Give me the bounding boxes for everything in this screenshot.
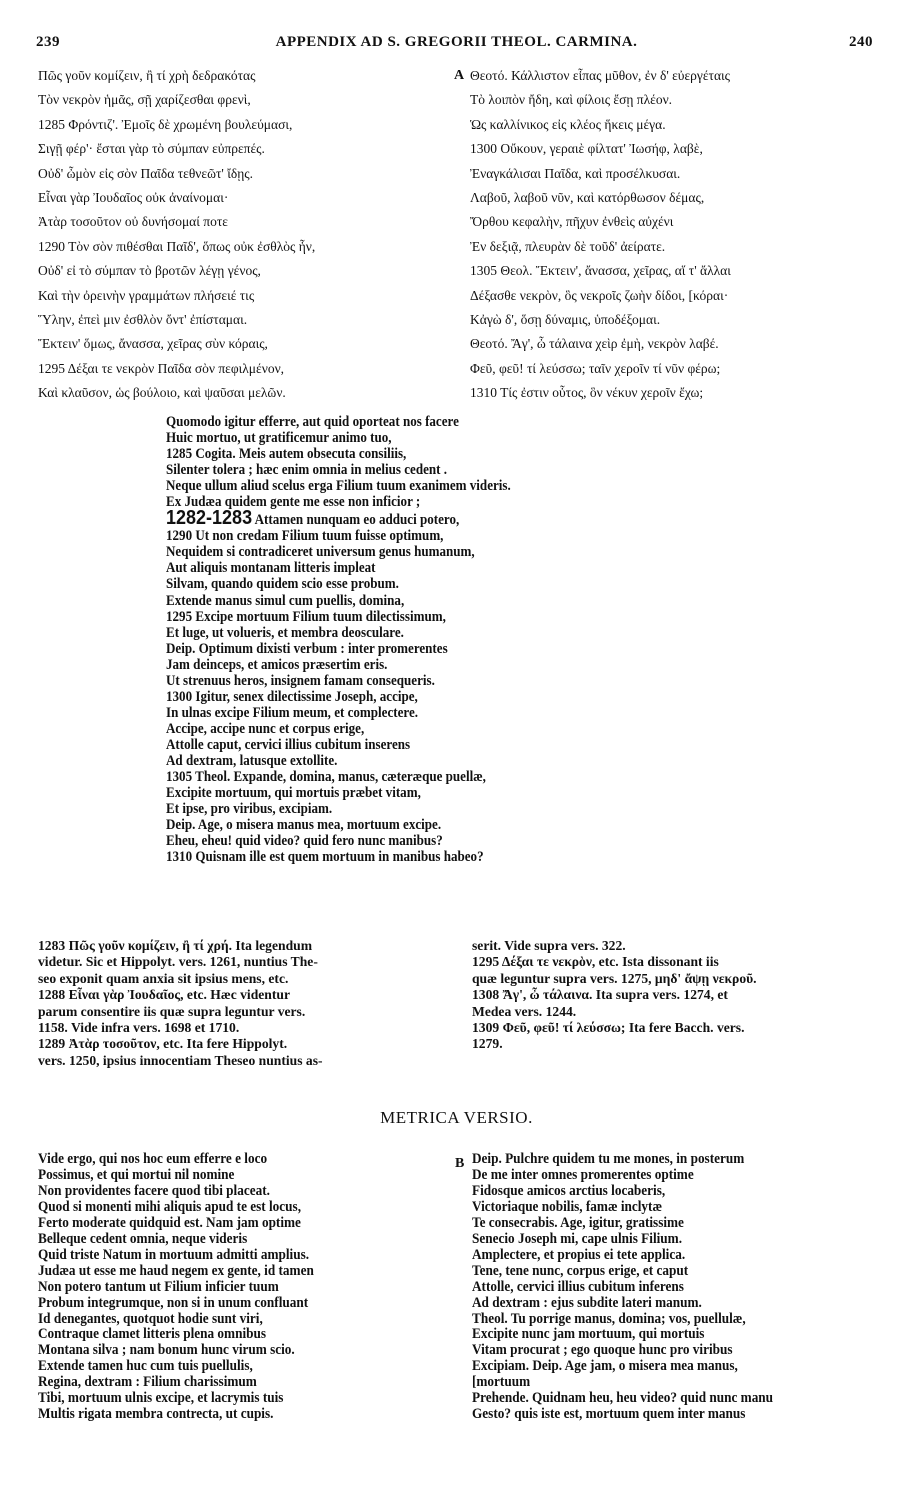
page-number-right: 240 bbox=[849, 34, 873, 50]
note-line: 1283 Πῶς γοῦν κομίζειν, ἢ τί χρή. Ita legendum bbox=[38, 938, 313, 953]
latin-verse-line: Silvam, quando quidem scio esse probum. bbox=[166, 576, 399, 593]
metrica-left-column bbox=[38, 1152, 338, 1423]
metrica-versio-heading: METRICA VERSIO. bbox=[380, 1108, 533, 1127]
latin-verse-line: Silenter tolera ; hæc enim omnia in melius cedent . bbox=[166, 462, 448, 479]
latin-verse-line: Jam deinceps, et amicos præsertim eris. bbox=[166, 656, 388, 673]
latin-verse-line: Ex Judæa quidem gente me esse non inficior ; bbox=[166, 494, 421, 511]
latin-verse-line: 1290 Ut non credam Filium tuum fuisse optimum, bbox=[166, 528, 444, 545]
metrica-verse-line: Vitam procurat ; ego quoque hunc pro viribus bbox=[472, 1342, 733, 1359]
latin-verse-text: Attamen nunquam eo adduci potero, bbox=[252, 512, 460, 529]
metrica-verse-line: Extende tamen huc cum tuis puellulis, bbox=[38, 1358, 253, 1375]
metrica-right-column bbox=[472, 1152, 799, 1423]
metrica-verse-line: Belleque cedent omnia, neque videris bbox=[38, 1230, 248, 1247]
greek-verse-line: Οὐδ' ὦμὸν εἰς σὸν Παῖδα τεθνεῶτ' ἴδῃς. bbox=[38, 165, 253, 181]
latin-translation-block bbox=[166, 414, 549, 865]
greek-verse-line: Κἀγὼ δ', ὅσῃ δύναμις, ὑποδέξομαι. bbox=[470, 312, 661, 328]
latin-verse-line: Et luge, ut volueris, et membra deosculare. bbox=[166, 624, 404, 641]
metrica-verse-line: Judæa ut esse me haud negem ex gente, id tamen bbox=[38, 1262, 314, 1279]
note-line: 1309 Φεῦ, φεῦ! τί λεύσσω; Ita fere Bacch. vers. bbox=[472, 1020, 745, 1036]
metrica-verse-line: Tibi, mortuum ulnis excipe, et lacrymis tuis bbox=[38, 1390, 284, 1407]
metrica-verse-line: Possimus, et qui mortui nil nomine bbox=[38, 1166, 235, 1183]
verse-range-number: 1282-1283 bbox=[166, 507, 253, 530]
latin-verse-line: Attolle caput, cervici illius cubitum inserens bbox=[166, 736, 411, 753]
latin-verse-line: Aut aliquis montanam litteris impleat bbox=[166, 560, 376, 577]
greek-text-right-column bbox=[470, 64, 731, 406]
greek-verse-line: Ἐναγκάλισαι Παῖδα, καὶ προσέλκυσαι. bbox=[470, 165, 681, 181]
metrica-verse-line: Multis rigata membra contrecta, ut cupis. bbox=[38, 1406, 274, 1423]
latin-verse-line: In ulnas excipe Filium meum, et complectere. bbox=[166, 704, 419, 721]
greek-verse-line: 1285 Φρόντιζ'. Ἐμοῖς δὲ χρωμένη βουλεύμασι, bbox=[38, 116, 293, 132]
note-line: 1288 Εἶναι γὰρ Ἰουδαῖος, etc. Hæc videntur bbox=[38, 987, 290, 1003]
greek-verse-line: Τὸ λοιπὸν ἤδη, καὶ φίλοις ἔσῃ πλέον. bbox=[470, 92, 673, 108]
metrica-verse-line: Montana silva ; nam bonum hunc virum scio. bbox=[38, 1342, 295, 1359]
greek-verse-line: 1310 Τίς ἐστιν οὗτος, ὃν νέκυν χεροῖν ἔχω; bbox=[470, 385, 704, 401]
metrica-verse-line: Quid triste Natum in mortuum admitti amplius. bbox=[38, 1246, 310, 1263]
greek-verse-line: Ὕλην, ἐπεὶ μιν ἐσθλὸν ὄντ' ἐπίσταμαι. bbox=[38, 312, 248, 328]
note-line: serit. Vide supra vers. 322. bbox=[472, 938, 626, 953]
greek-verse-line: Ἐν δεξιᾷ, πλευρὰν δὲ τοῦδ' ἀείρατε. bbox=[470, 238, 666, 254]
note-line: 1158. Vide infra vers. 1698 et 1710. bbox=[38, 1020, 240, 1036]
latin-verse-line: 1285 Cogita. Meis autem obsecuta consiliis, bbox=[166, 446, 407, 463]
latin-verse-line: Eheu, eheu! quid video? quid fero nunc manibus? bbox=[166, 833, 443, 850]
greek-verse-line: Φεῦ, φεῦ! τί λεύσσω; ταῖν χεροῖν τί νῦν φέρω; bbox=[470, 360, 721, 376]
greek-verse-line: Σιγῇ φέρ'· ἔσται γὰρ τὸ σύμπαν εὐπρεπές. bbox=[38, 141, 265, 157]
metrica-verse-line: Prehende. Quidnam heu, heu video? quid nunc manu bbox=[472, 1390, 774, 1407]
metrica-verse-line: Ad dextram : ejus subdite lateri manum. bbox=[472, 1294, 702, 1311]
latin-verse-line: Huic mortuo, ut gratificemur animo tuo, bbox=[166, 430, 392, 447]
latin-verse-line: Deip. Optimum dixisti verbum : inter promerentes bbox=[166, 640, 448, 657]
note-line: parum consentire iis quæ supra leguntur vers. bbox=[38, 1003, 306, 1019]
note-line: vers. 1250, ipsius innocentiam Theseo nuntius as- bbox=[38, 1052, 323, 1068]
greek-verse-line: Ὡς καλλίνικος εἰς κλέος ἥκεις μέγα. bbox=[470, 116, 666, 132]
latin-verse-line: 1310 Quisnam ille est quem mortuum in manibus habeo? bbox=[166, 849, 484, 866]
note-line: videtur. Sic et Hippolyt. vers. 1261, nuntius The- bbox=[38, 954, 318, 970]
latin-verse-line: Ad dextram, latusque extollite. bbox=[166, 752, 338, 769]
metrica-verse-line: Vide ergo, qui nos hoc eum efferre e loco bbox=[38, 1151, 268, 1167]
metrica-verse-line: Id denegantes, quotquot hodie sunt viri, bbox=[38, 1310, 263, 1327]
metrica-verse-line: Probum integrumque, non si in unum confluant bbox=[38, 1294, 309, 1311]
latin-verse-line: 1295 Excipe mortuum Filium tuum dilectissimum, bbox=[166, 608, 446, 625]
greek-verse-line: Θεοτό. Ἄγ', ὦ τάλαινα χεὶρ ἐμὴ, νεκρὸν λαβέ. bbox=[470, 336, 719, 352]
greek-verse-line: Θεοτό. Κάλλιστον εἶπας μῦθον, ἐν δ' εὐεργέταις bbox=[470, 68, 730, 83]
column-marker-a: A bbox=[454, 68, 465, 83]
greek-verse-line: 1290 Τὸν σὸν πιθέσθαι Παῖδ', ὅπως οὐκ ἐσθλὸς ἦν, bbox=[38, 238, 316, 254]
page-number-left: 239 bbox=[36, 34, 60, 50]
latin-verse-line: Excipite mortuum, qui mortuis præbet vitam, bbox=[166, 785, 421, 802]
latin-verse-line: Extende manus simul cum puellis, domina, bbox=[166, 592, 405, 609]
latin-verse-line: 1305 Theol. Expande, domina, manus, cæteræque puellæ, bbox=[166, 769, 486, 786]
metrica-verse-line: Tene, tene nunc, corpus erige, et caput bbox=[472, 1262, 689, 1279]
notes-left-column bbox=[38, 938, 456, 1069]
greek-text-left-column bbox=[38, 64, 315, 406]
latin-verse-line bbox=[166, 507, 511, 530]
latin-verse-line: Neque ullum aliud scelus erga Filium tuum exanimem videris. bbox=[166, 478, 511, 495]
greek-verse-line: Καὶ τὴν ὀρεινὴν γραμμάτων πλήσειέ τις bbox=[38, 287, 255, 303]
metrica-verse-line: Non potero tantum ut Filium inficier tuum bbox=[38, 1278, 279, 1295]
latin-verse-line: Accipe, accipe nunc et corpus erige, bbox=[166, 720, 365, 737]
greek-verse-line: Ἔκτειν' ὅμως, ἄνασσα, χεῖρας σὺν κόραις, bbox=[38, 336, 268, 352]
metrica-verse-line: Excipiam. Deip. Age jam, o misera mea manus, bbox=[472, 1358, 738, 1375]
greek-verse-line: Δέξασθε νεκρὸν, ὃς νεκροῖς ζωὴν δίδοι, [κόραι· bbox=[470, 287, 729, 303]
metrica-verse-line: Contraque clamet litteris plena omnibus bbox=[38, 1326, 267, 1343]
greek-verse-line: Ἀτὰρ τοσοῦτον οὐ δυνήσομαί ποτε bbox=[38, 214, 228, 230]
metrica-verse-line: Quod si monenti mihi aliquis apud te est locus, bbox=[38, 1198, 302, 1215]
latin-verse-line: Quomodo igitur efferre, aut quid oporteat nos facere bbox=[166, 414, 459, 430]
latin-verse-line: 1300 Igitur, senex dilectissime Joseph, accipe, bbox=[166, 688, 418, 705]
metrica-verse-line: Senecio Joseph mi, cape ulnis Filium. bbox=[472, 1230, 683, 1247]
note-line: 1289 Ἀτὰρ τοσοῦτον, etc. Ita fere Hippolyt. bbox=[38, 1036, 288, 1052]
metrica-verse-line: De me inter omnes promerentes optime bbox=[472, 1166, 694, 1183]
note-line: 1295 Δέξαι τε νεκρὸν, etc. Ista dissonant iis bbox=[472, 954, 719, 970]
note-line: 1279. bbox=[472, 1036, 503, 1052]
greek-verse-line: Ὄρθου κεφαλὴν, πῆχυν ἐνθεὶς αὐχένι bbox=[470, 214, 674, 230]
metrica-verse-line: [mortuum bbox=[472, 1374, 531, 1391]
greek-verse-line: Οὐδ' εἰ τὸ σύμπαν τὸ βροτῶν λέγῃ γένος, bbox=[38, 263, 261, 279]
metrica-verse-line: Attolle, cervici illius cubitum inferens bbox=[472, 1278, 684, 1295]
metrica-verse-line: Fidosque amicos arctius locaberis, bbox=[472, 1182, 666, 1199]
metrica-verse-line: Excipite nunc jam mortuum, qui mortuis bbox=[472, 1326, 705, 1343]
latin-verse-line: Nequidem si contradiceret universum genus humanum, bbox=[166, 544, 475, 561]
metrica-verse-line: Te consecrabis. Age, igitur, gratissime bbox=[472, 1214, 684, 1231]
latin-verse-line: Ut strenuus heros, insignem famam consequeris. bbox=[166, 672, 435, 689]
metrica-verse-line: Victoriaque nobilis, famæ inclytæ bbox=[472, 1198, 663, 1215]
note-line: 1308 Ἄγ', ὦ τάλαινα. Ita supra vers. 1274, et bbox=[472, 987, 728, 1003]
latin-verse-line: Deip. Age, o misera manus mea, mortuum excipe. bbox=[166, 817, 442, 834]
metrica-verse-line: Regina, dextram : Filium charissimum bbox=[38, 1374, 257, 1391]
note-line: Medea vers. 1244. bbox=[472, 1003, 577, 1019]
metrica-verse-line: Gesto? quis iste est, mortuum quem inter manus bbox=[472, 1406, 746, 1423]
latin-verse-line: Et ipse, pro viribus, excipiam. bbox=[166, 801, 333, 818]
greek-verse-line: Καὶ κλαῦσον, ὡς βούλοιο, καὶ ψαῦσαι μελῶν. bbox=[38, 385, 286, 401]
column-marker-b: B bbox=[455, 1156, 465, 1171]
greek-verse-line: 1300 Οὔκουν, γεραιὲ φίλτατ' Ἰωσήφ, λαβὲ, bbox=[470, 141, 703, 157]
notes-right-column bbox=[472, 938, 882, 1053]
greek-verse-line: 1295 Δέξαι τε νεκρὸν Παῖδα σὸν πεφιλμένον, bbox=[38, 360, 285, 376]
metrica-verse-line: Non providentes facere quod tibi placeat. bbox=[38, 1182, 270, 1199]
note-line: seo exponit quam anxia sit ipsius mens, etc. bbox=[38, 970, 289, 986]
greek-verse-line: Λαβοῦ, λαβοῦ νῦν, καὶ κατόρθωσον δέμας, bbox=[470, 190, 705, 206]
greek-verse-line: Εἶναι γὰρ Ἰουδαῖος οὐκ ἀναίνομαι· bbox=[38, 190, 229, 206]
greek-verse-line: 1305 Θεολ. Ἔκτειν', ἄνασσα, χεῖρας, αἵ τ' ἄλλαι bbox=[470, 263, 731, 279]
metrica-verse-line: Deip. Pulchre quidem tu me mones, in posterum bbox=[472, 1151, 745, 1167]
greek-verse-line: Τὸν νεκρὸν ἡμᾶς, σῇ χαρίζεσθαι φρενὶ, bbox=[38, 92, 251, 108]
greek-verse-line: Πῶς γοῦν κομίζειν, ἢ τί χρὴ δεδρακότας bbox=[38, 68, 256, 83]
metrica-verse-line: Ferto moderate quidquid est. Nam jam optime bbox=[38, 1214, 301, 1231]
running-title: APPENDIX AD S. GREGORII THEOL. CARMINA. bbox=[275, 34, 638, 50]
metrica-verse-line: Theol. Tu porrige manus, domina; vos, puellulæ, bbox=[472, 1310, 746, 1327]
metrica-verse-line: Amplectere, et propius ei tete applica. bbox=[472, 1246, 686, 1263]
note-line: quæ leguntur supra vers. 1275, μηδ' ἄψῃ νεκροῦ. bbox=[472, 970, 757, 986]
